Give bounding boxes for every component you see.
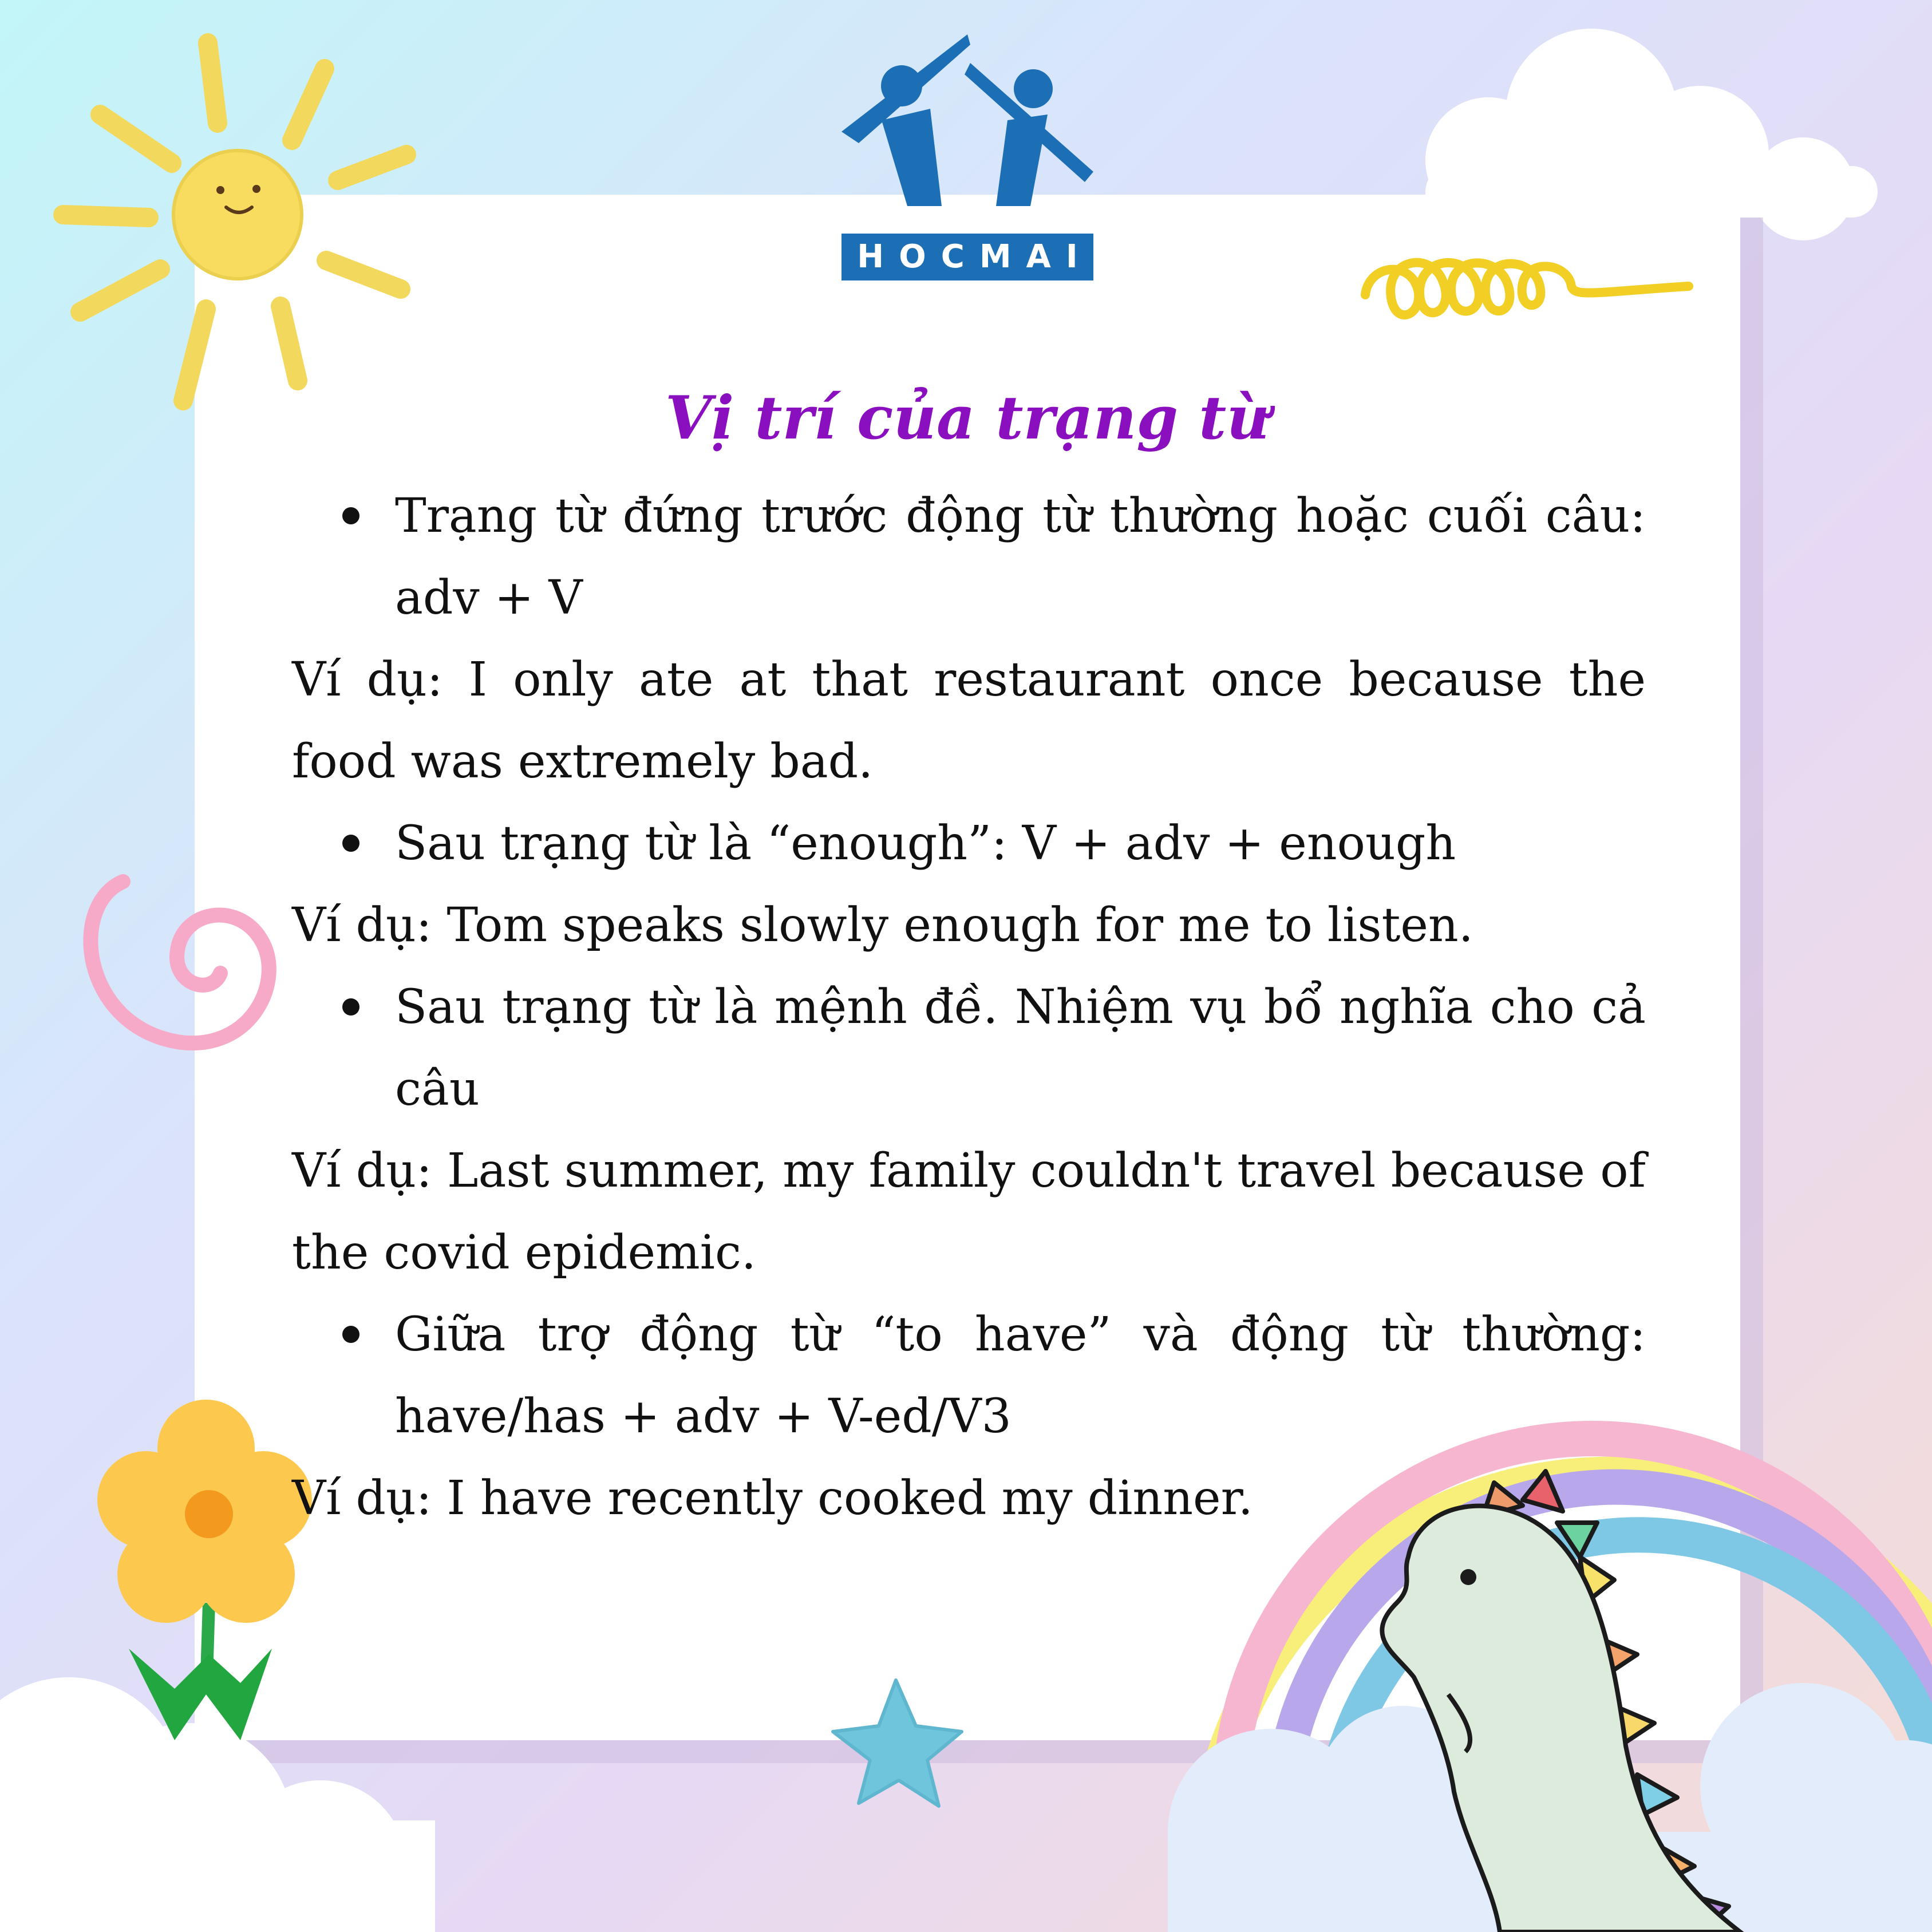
spiral-icon bbox=[90, 882, 268, 1043]
cloud-icon bbox=[0, 1677, 435, 1932]
example-text: Ví dụ: Tom speaks slowly enough for me to listen. bbox=[292, 898, 1473, 953]
content-body bbox=[292, 475, 1646, 1539]
logo-text: HOCMAI bbox=[841, 234, 1093, 280]
squiggle-icon bbox=[1365, 263, 1689, 315]
example-text: Ví dụ: I only ate at that restaurant once because the food was extremely bad. bbox=[292, 653, 1646, 789]
bullet-item: Trạng từ đứng trước động từ thường hoặc cuối câu: adv + V bbox=[292, 475, 1646, 639]
flower-icon bbox=[97, 1400, 312, 1740]
logo-figures-icon bbox=[841, 34, 1093, 235]
bullet-item: Sau trạng từ là mệnh đề. Nhiệm vụ bổ nghĩa cho cả câu bbox=[292, 966, 1646, 1130]
star-icon bbox=[833, 1680, 962, 1806]
sun-icon bbox=[63, 43, 406, 401]
bullet-item: Giữa trợ động từ “to have” và động từ thường: have/has + adv + V-ed/V3 bbox=[292, 1294, 1646, 1457]
bullet-item: Sau trạng từ là “enough”: V + adv + enough bbox=[292, 803, 1646, 884]
example-text: Ví dụ: I have recently cooked my dinner. bbox=[292, 1471, 1253, 1526]
page-title: Vị trí của trạng từ bbox=[665, 382, 1270, 453]
hocmai-logo bbox=[841, 34, 1093, 280]
example-text: Ví dụ: Last summer, my family couldn't travel because of the covid epidemic. bbox=[292, 1144, 1646, 1280]
